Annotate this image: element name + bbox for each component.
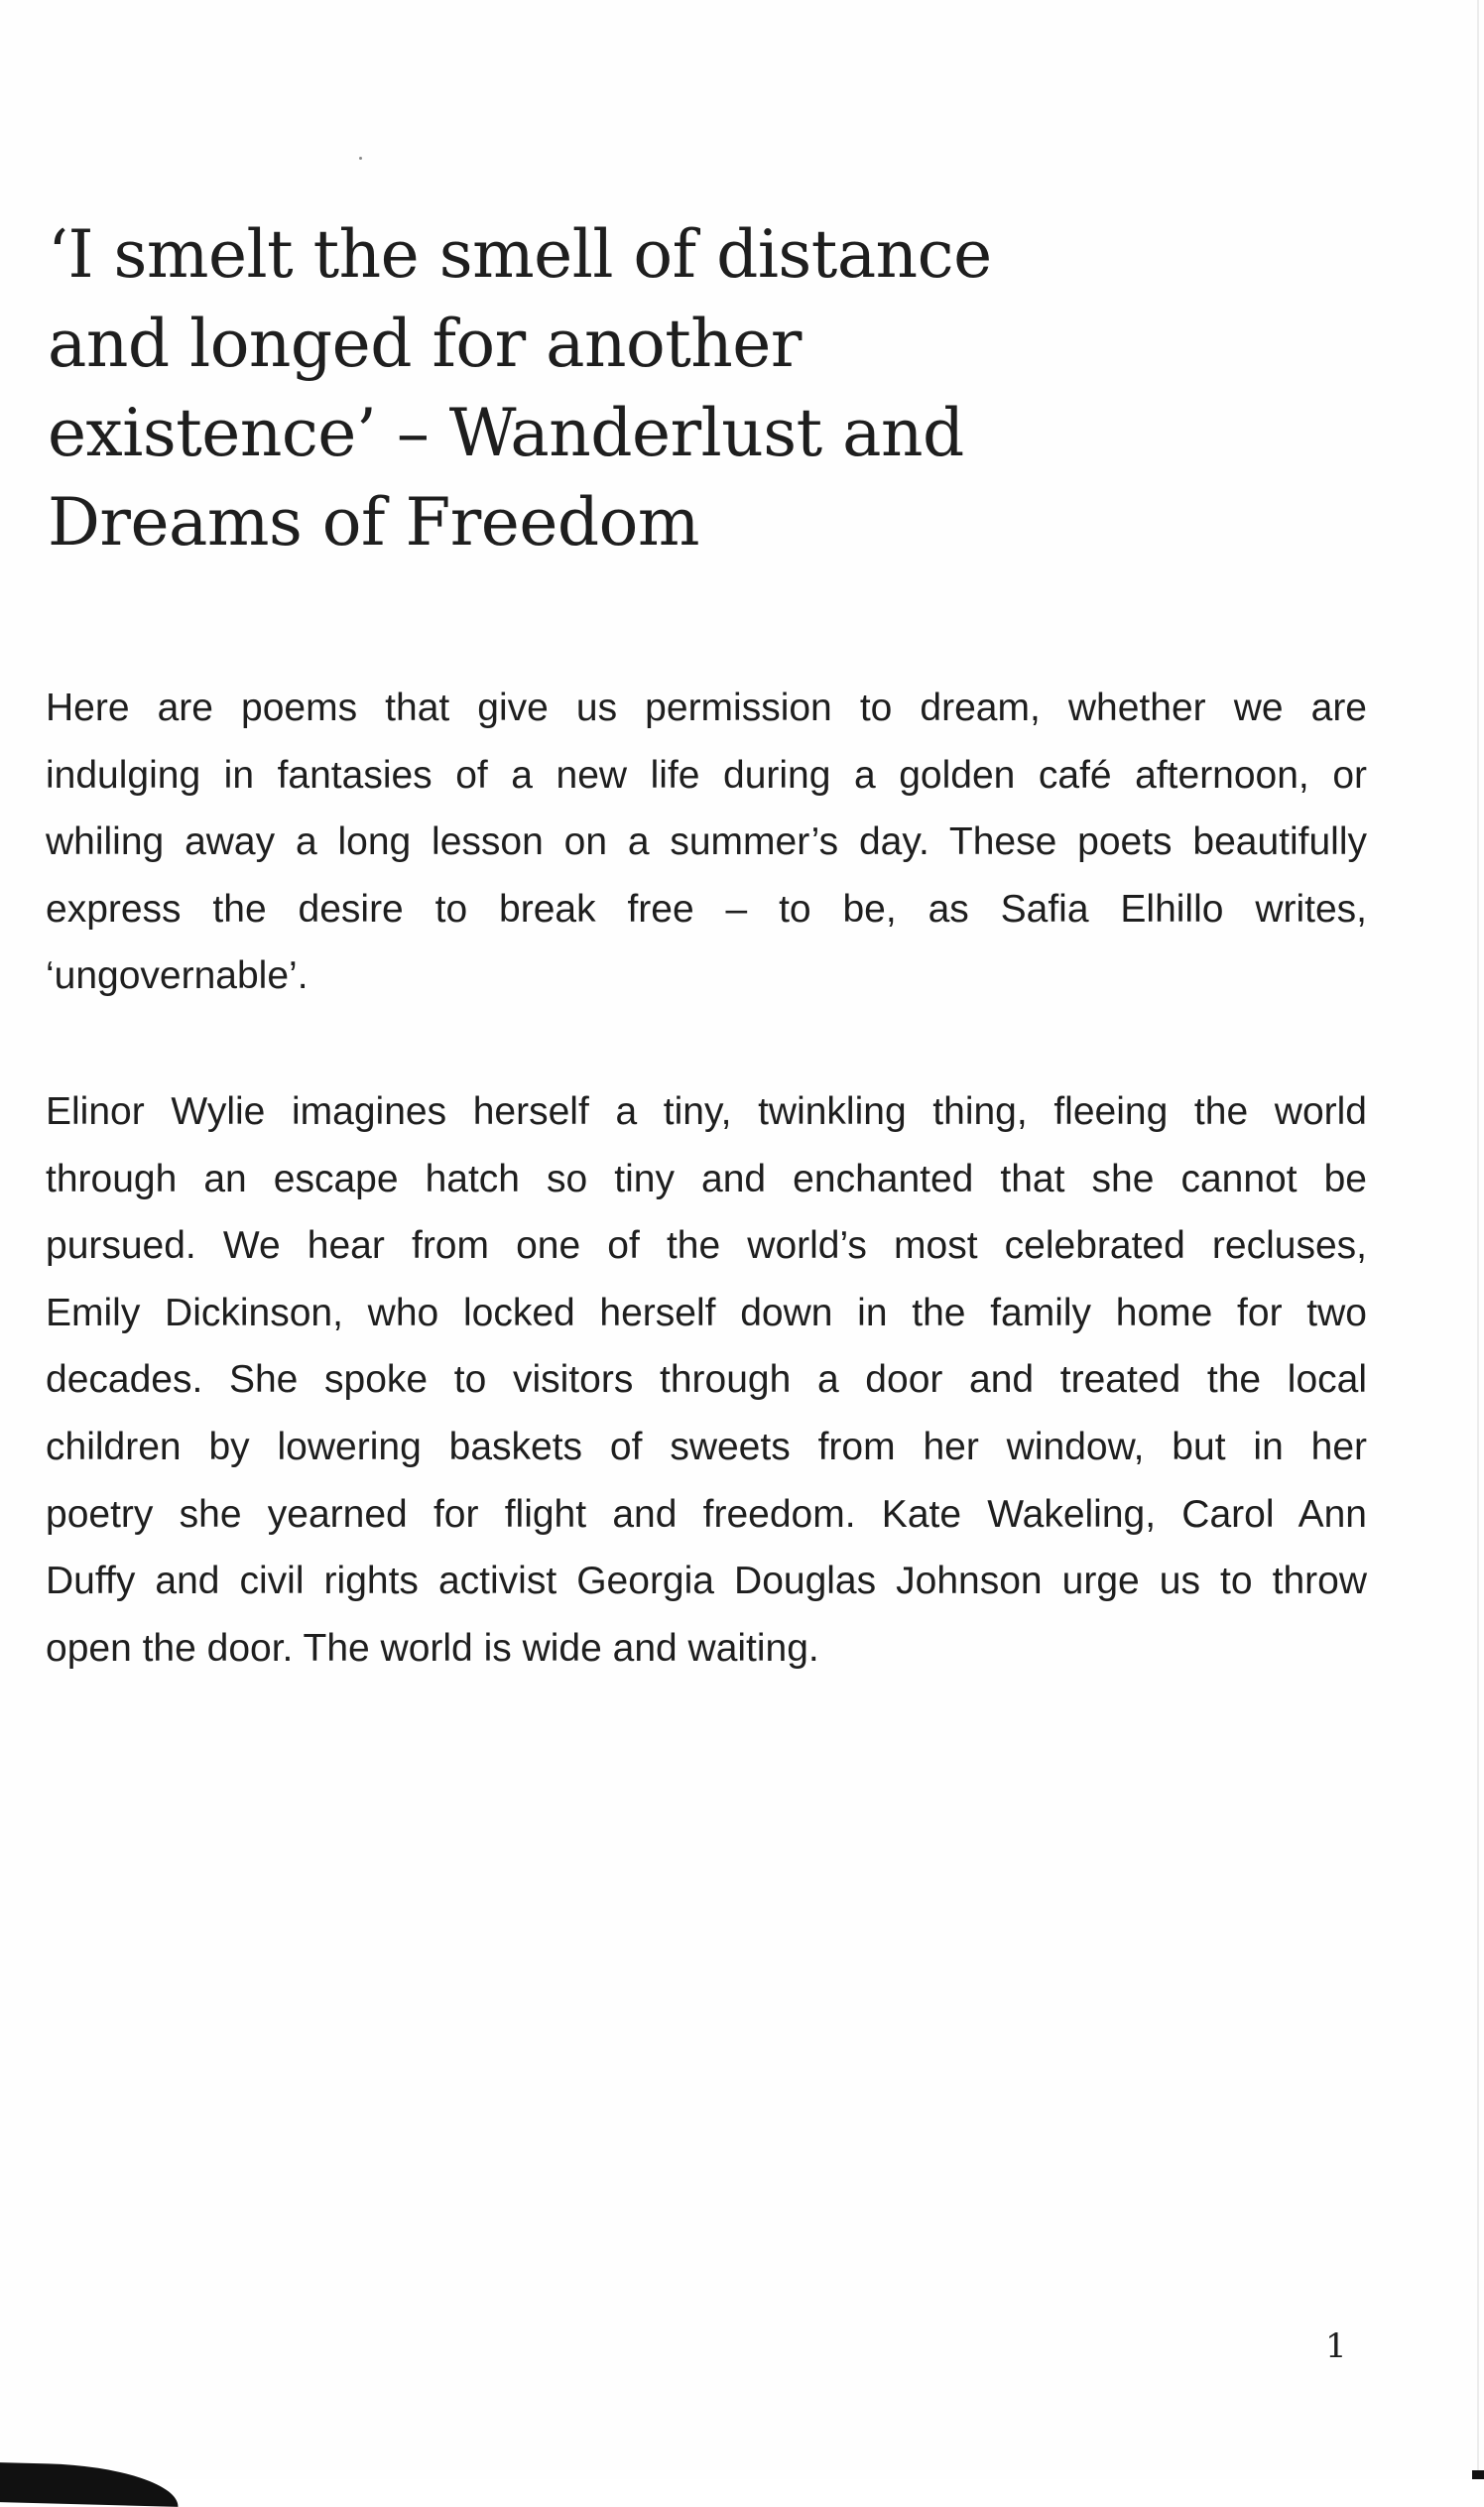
paragraph-line: through an escape hatch so tiny and enchanted that she cannot be [46, 1157, 1367, 1200]
scan-corner-mark [1472, 2470, 1484, 2479]
paragraph-line: decades. She spoke to visitors through a door and treated the local [46, 1358, 1367, 1402]
intro-paragraph-1 [46, 675, 1367, 1010]
scan-shadow [0, 2461, 179, 2507]
paragraph-line: indulging in fantasies of a new life during a golden café afternoon, or [46, 753, 1367, 797]
chapter-title-line: and longed for another [48, 306, 802, 382]
paragraph-line: Elinor Wylie imagines herself a tiny, twinkling thing, fleeing the world [46, 1090, 1367, 1133]
paragraph-line: Emily Dickinson, who locked herself down in the family home for two [46, 1291, 1367, 1334]
paragraph-line: whiling away a long lesson on a summer’s day. These poets beautifully [46, 820, 1367, 864]
page-edge-line [1477, 0, 1479, 2479]
page-number: 1 [1325, 2326, 1347, 2366]
intro-paragraph-2 [46, 1078, 1367, 1682]
chapter-title [48, 210, 1238, 567]
paragraph-line: open the door. The world is wide and waiting. [46, 1626, 819, 1670]
paragraph-line: Here are poems that give us permission to dream, whether we are [46, 687, 1367, 729]
chapter-title-line: Dreams of Freedom [48, 484, 699, 561]
chapter-title-line: existence’ – Wanderlust and [48, 395, 964, 471]
scan-speck [359, 157, 362, 160]
paragraph-line: children by lowering baskets of sweets from her window, but in her [46, 1425, 1367, 1468]
chapter-title-line: ‘I smelt the smell of distance [48, 216, 992, 293]
paragraph-line: pursued. We hear from one of the world’s most celebrated recluses, [46, 1224, 1367, 1268]
paragraph-line: ‘ungovernable’. [46, 954, 309, 998]
paragraph-line: poetry she yearned for flight and freedom. Kate Wakeling, Carol Ann [46, 1492, 1367, 1536]
paragraph-line: express the desire to break free – to be, as Safia Elhillo writes, [46, 887, 1367, 931]
paragraph-line: Duffy and civil rights activist Georgia Douglas Johnson urge us to throw [46, 1560, 1367, 1603]
